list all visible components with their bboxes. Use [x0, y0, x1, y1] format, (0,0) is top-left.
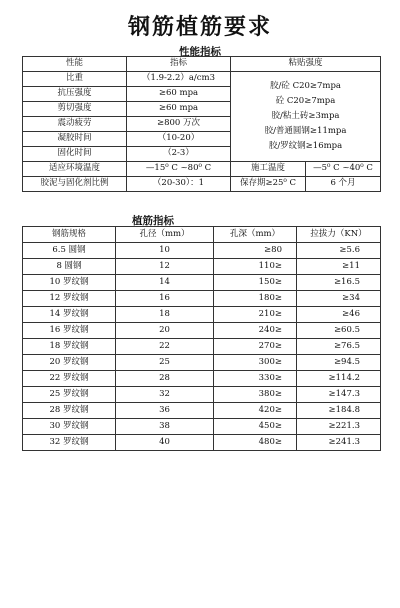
shelf-life-label: 保存期≥25⁰ C — [231, 177, 306, 192]
anchor-table — [22, 226, 381, 451]
table-row — [23, 259, 381, 275]
table-row — [23, 307, 381, 323]
table-row — [23, 291, 381, 307]
rebar-spec-cell: 25 罗纹钢 — [23, 387, 116, 403]
header-rebar-spec: 钢筋规格 — [23, 227, 116, 243]
bond-line: 胶/粘土砖≥3mpa — [271, 111, 340, 121]
header-hole-depth: 孔深（mm） — [214, 227, 297, 243]
rebar-spec-cell: 14 罗纹钢 — [23, 307, 116, 323]
rebar-spec-cell: 20 罗纹钢 — [23, 355, 116, 371]
table-row — [23, 72, 381, 87]
hole-depth-cell: 380≥ — [214, 387, 297, 403]
property-cell: 凝胶时间 — [23, 132, 127, 147]
hole-depth-cell: 420≥ — [214, 403, 297, 419]
property-cell: 抗压强度 — [23, 87, 127, 102]
hole-depth-cell: 270≥ — [214, 339, 297, 355]
header-pull-force: 拉拔力（KN） — [297, 227, 381, 243]
bond-line: 胶/罗纹钢≥16mpa — [268, 141, 343, 151]
table-row — [23, 435, 381, 451]
hole-depth-cell: 210≥ — [214, 307, 297, 323]
bond-strength-cell — [231, 72, 381, 162]
performance-table — [22, 56, 381, 192]
table-row — [23, 323, 381, 339]
pull-force-cell: ≥60.5 — [297, 323, 381, 339]
header-hole-diameter: 孔径（mm） — [116, 227, 214, 243]
hole-depth-cell: 150≥ — [214, 275, 297, 291]
construction-temp-value: —5⁰ C ~40⁰ C — [306, 162, 381, 177]
property-cell: 震动疲劳 — [23, 117, 127, 132]
performance-header-row — [23, 57, 381, 72]
property-cell: 剪切强度 — [23, 102, 127, 117]
index-cell: ≥60 mpa — [127, 102, 231, 117]
property-cell: 比重 — [23, 72, 127, 87]
hole-diameter-cell: 22 — [116, 339, 214, 355]
bond-line: 胶/普通圆钢≥11mpa — [264, 126, 347, 136]
index-cell: ≥800 万次 — [127, 117, 231, 132]
environment-row — [23, 162, 381, 177]
hole-depth-cell: 480≥ — [214, 435, 297, 451]
rebar-spec-cell: 32 罗纹钢 — [23, 435, 116, 451]
hole-diameter-cell: 36 — [116, 403, 214, 419]
index-cell: ≥60 mpa — [127, 87, 231, 102]
hole-diameter-cell: 18 — [116, 307, 214, 323]
pull-force-cell: ≥76.5 — [297, 339, 381, 355]
bond-line: 胶/砼 C20≥7mpa — [270, 81, 341, 91]
hole-diameter-cell: 16 — [116, 291, 214, 307]
pull-force-cell: ≥221.3 — [297, 419, 381, 435]
rebar-spec-cell: 10 罗纹钢 — [23, 275, 116, 291]
header-bond-strength: 粘贴强度 — [231, 57, 381, 72]
document-title: 钢筋植筋要求 — [127, 15, 272, 40]
hole-diameter-cell: 14 — [116, 275, 214, 291]
rebar-spec-cell: 28 罗纹钢 — [23, 403, 116, 419]
hole-diameter-cell: 12 — [116, 259, 214, 275]
index-cell: （2-3） — [127, 147, 231, 162]
hole-depth-cell: 180≥ — [214, 291, 297, 307]
header-property: 性能 — [23, 57, 127, 72]
hole-diameter-cell: 28 — [116, 371, 214, 387]
pull-force-cell: ≥147.3 — [297, 387, 381, 403]
mix-ratio-value: （20-30）：1 — [127, 177, 231, 192]
header-index: 指标 — [127, 57, 231, 72]
hole-depth-cell: 330≥ — [214, 371, 297, 387]
shelf-life-value: 6 个月 — [306, 177, 381, 192]
table-row — [23, 355, 381, 371]
pull-force-cell: ≥34 — [297, 291, 381, 307]
pull-force-cell: ≥16.5 — [297, 275, 381, 291]
table-row — [23, 403, 381, 419]
pull-force-cell: ≥241.3 — [297, 435, 381, 451]
construction-temp-label: 施工温度 — [231, 162, 306, 177]
pull-force-cell: ≥184.8 — [297, 403, 381, 419]
rebar-spec-cell: 8 圆钢 — [23, 259, 116, 275]
hole-diameter-cell: 40 — [116, 435, 214, 451]
rebar-spec-cell: 30 罗纹钢 — [23, 419, 116, 435]
pull-force-cell: ≥5.6 — [297, 243, 381, 259]
env-temp-value: —15⁰ C ~80⁰ C — [127, 162, 231, 177]
hole-diameter-cell: 38 — [116, 419, 214, 435]
rebar-spec-cell: 22 罗纹钢 — [23, 371, 116, 387]
rebar-spec-cell: 12 罗纹钢 — [23, 291, 116, 307]
mix-ratio-label: 胶泥与固化剂比例 — [23, 177, 127, 192]
hole-depth-cell: ≥80 — [214, 243, 297, 259]
hole-depth-cell: 300≥ — [214, 355, 297, 371]
anchor-subtitle: 植筋指标 — [132, 215, 174, 227]
pull-force-cell: ≥11 — [297, 259, 381, 275]
table-row — [23, 339, 381, 355]
pull-force-cell: ≥94.5 — [297, 355, 381, 371]
hole-diameter-cell: 25 — [116, 355, 214, 371]
pull-force-cell: ≥114.2 — [297, 371, 381, 387]
rebar-spec-cell: 18 罗纹钢 — [23, 339, 116, 355]
hole-depth-cell: 450≥ — [214, 419, 297, 435]
performance-subtitle: 性能指标 — [179, 46, 221, 58]
hole-diameter-cell: 32 — [116, 387, 214, 403]
property-cell: 固化时间 — [23, 147, 127, 162]
pull-force-cell: ≥46 — [297, 307, 381, 323]
table-row — [23, 419, 381, 435]
index-cell: （1.9-2.2）a/cm3 — [127, 72, 231, 87]
rebar-spec-cell: 16 罗纹钢 — [23, 323, 116, 339]
anchor-header-row — [23, 227, 381, 243]
bond-line: 砼 C20≥7mpa — [275, 96, 336, 106]
table-row — [23, 371, 381, 387]
ratio-row — [23, 177, 381, 192]
rebar-spec-cell: 6.5 圆钢 — [23, 243, 116, 259]
table-row — [23, 387, 381, 403]
hole-diameter-cell: 10 — [116, 243, 214, 259]
hole-depth-cell: 240≥ — [214, 323, 297, 339]
index-cell: （10-20） — [127, 132, 231, 147]
anchor-rows — [23, 243, 381, 451]
table-row — [23, 243, 381, 259]
table-row — [23, 275, 381, 291]
hole-diameter-cell: 20 — [116, 323, 214, 339]
hole-depth-cell: 110≥ — [214, 259, 297, 275]
env-temp-label: 适应环境温度 — [23, 162, 127, 177]
